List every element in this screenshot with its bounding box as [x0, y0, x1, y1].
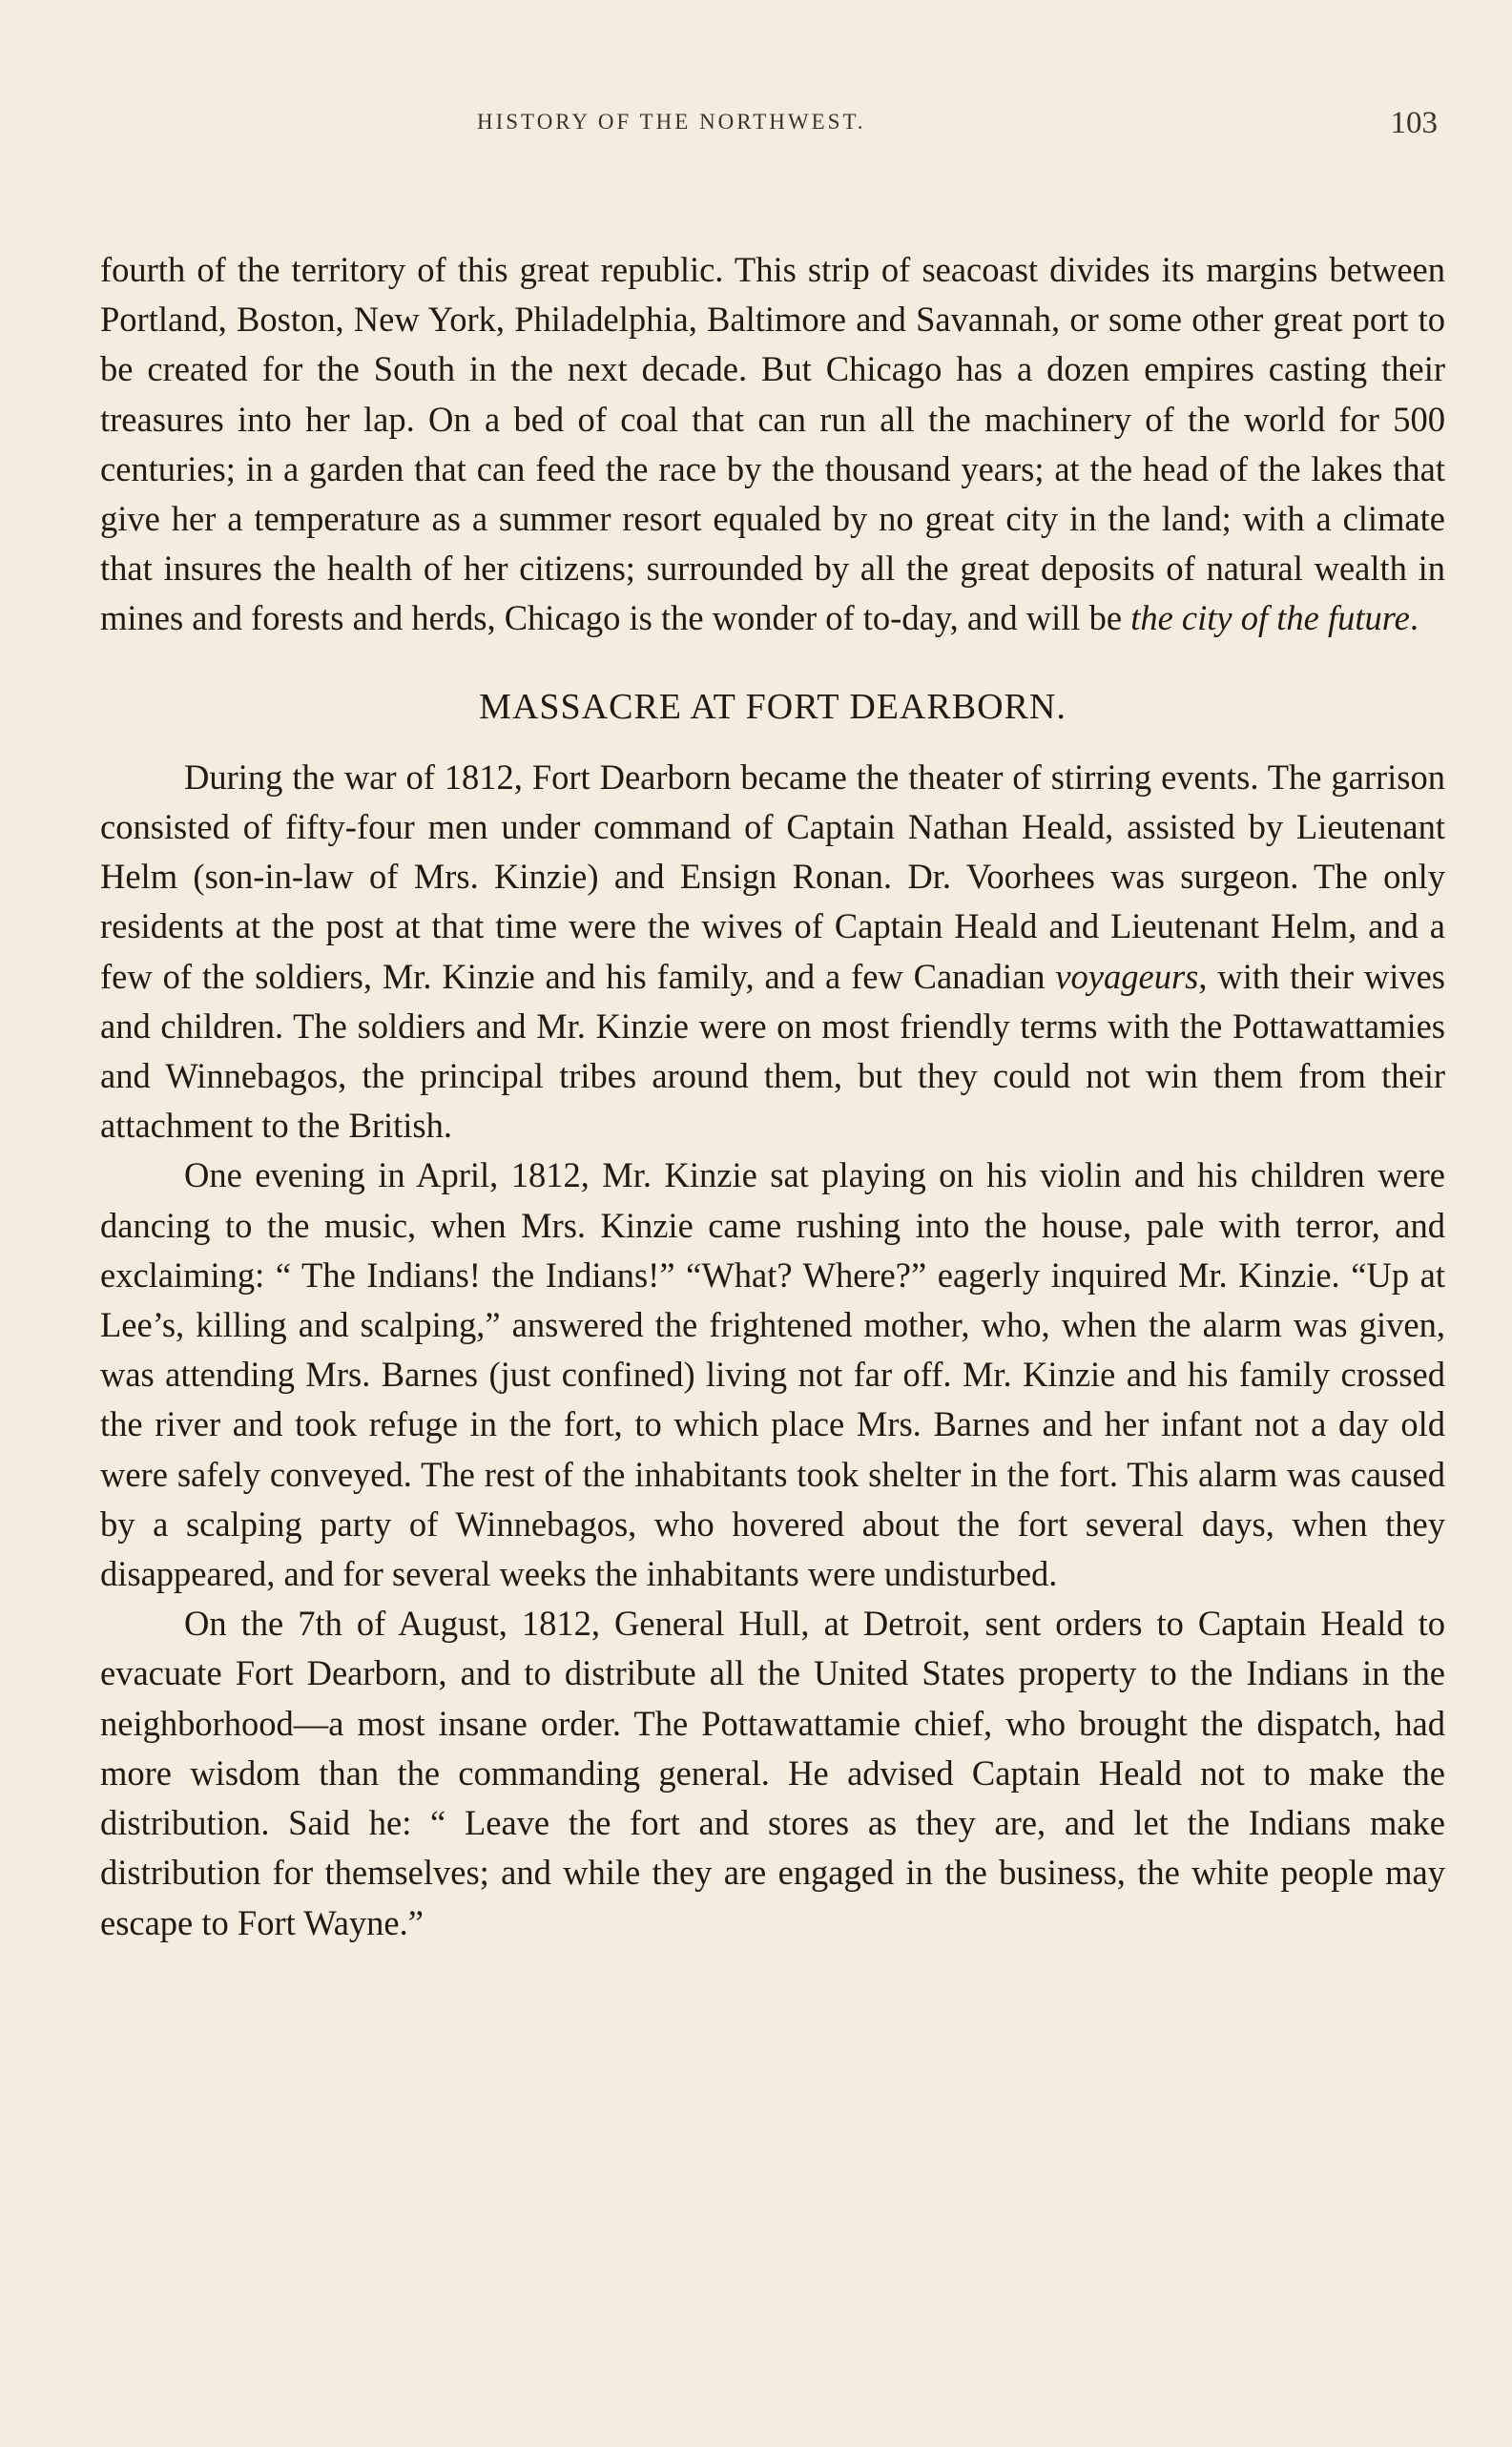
paragraph-garrison-before: During the war of 1812, Fort Dearborn became the theater of stirring events. The garrison consisted of fifty-four men under command of Captain Nathan Heald, assisted by Lieutenant Helm (son-in-law of Mrs. Kinzie) and Ensign Ronan. Dr. Voorhees was surgeon. The only residents at the post at that time were the wives of Captain Heald and Lieutenant Helm, and a few of the soldiers, Mr. Kinzie and his family, and a few Canadian [100, 757, 1445, 996]
intro-text: fourth of the territory of this great republic. This strip of seacoast divides its margins between Portland, Boston, New York, Philadelphia, Baltimore and Savannah, or some other great port to be created for the South in the next decade. But Chicago has a dozen empires casting their treasures into her lap. On a bed of coal that can run all the machinery of the world for 500 centuries; in a garden that can feed the race by the thousand years; at the head of the lakes that give her a temperature as a summer resort equaled by no great city in the land; with a climate that insures the health of her citizens; surrounded by all the great deposits of natural wealth in mines and forests and herds, Chicago is the wonder of to-day, and will be [100, 250, 1445, 638]
intro-paragraph [100, 245, 1445, 644]
paragraph-garrison-emphasis: voyageurs [1055, 956, 1199, 996]
paragraph-hull-orders: On the 7th of August, 1812, General Hull, at Detroit, sent orders to Captain Heald to evacuate Fort Dearborn, and to distribute all the United States property to the Indians in the neighborhood—a most insane order. The Pottawattamie chief, who brought the dispatch, had more wisdom than the commanding general. He advised Captain Heald not to make the distribution. Said he: “ Leave the fort and stores as they are, and let the Indians make distribution for themselves; and while they are engaged in the business, the white people may escape to Fort Wayne.” [100, 1604, 1445, 1942]
intro-end: . [1409, 598, 1419, 638]
paragraph-garrison [100, 753, 1445, 1151]
intro-emphasis: the city of the future [1130, 598, 1410, 638]
running-head [100, 100, 1445, 157]
body-text [100, 245, 1445, 1948]
paragraph-alarm: One evening in April, 1812, Mr. Kinzie sat playing on his violin and his children were dancing to the music, when Mrs. Kinzie came rushing into the house, pale with terror, and exclaiming: “ The Indians! the Indians!” “What? Where?” eagerly inquired Mr. Kinzie. “Up at Lee’s, killing and scalping,” answered the frightened mother, who, when the alarm was given, was attending Mrs. Barnes (just confined) living not far off. Mr. Kinzie and his family crossed the river and took refuge in the fort, to which place Mrs. Barnes and her infant not a day old were safely conveyed. The rest of the inhabitants took shelter in the fort. This alarm was caused by a scalping party of Winnebagos, who hovered about the fort several days, when they disappeared, and for several weeks the inhabitants were undisturbed. [100, 1155, 1445, 1594]
running-title: HISTORY OF THE NORTHWEST. [477, 110, 866, 134]
section-heading: MASSACRE AT FORT DEARBORN. [479, 686, 1067, 727]
paragraph-garrison-after: , with their wives and children. The soldiers and Mr. Kinzie were on most friendly terms with the Pottawattamies and Winnebagos, the principal tribes around them, but they could not win them from their attachment to the British. [100, 956, 1445, 1146]
page-number: 103 [1390, 106, 1438, 140]
